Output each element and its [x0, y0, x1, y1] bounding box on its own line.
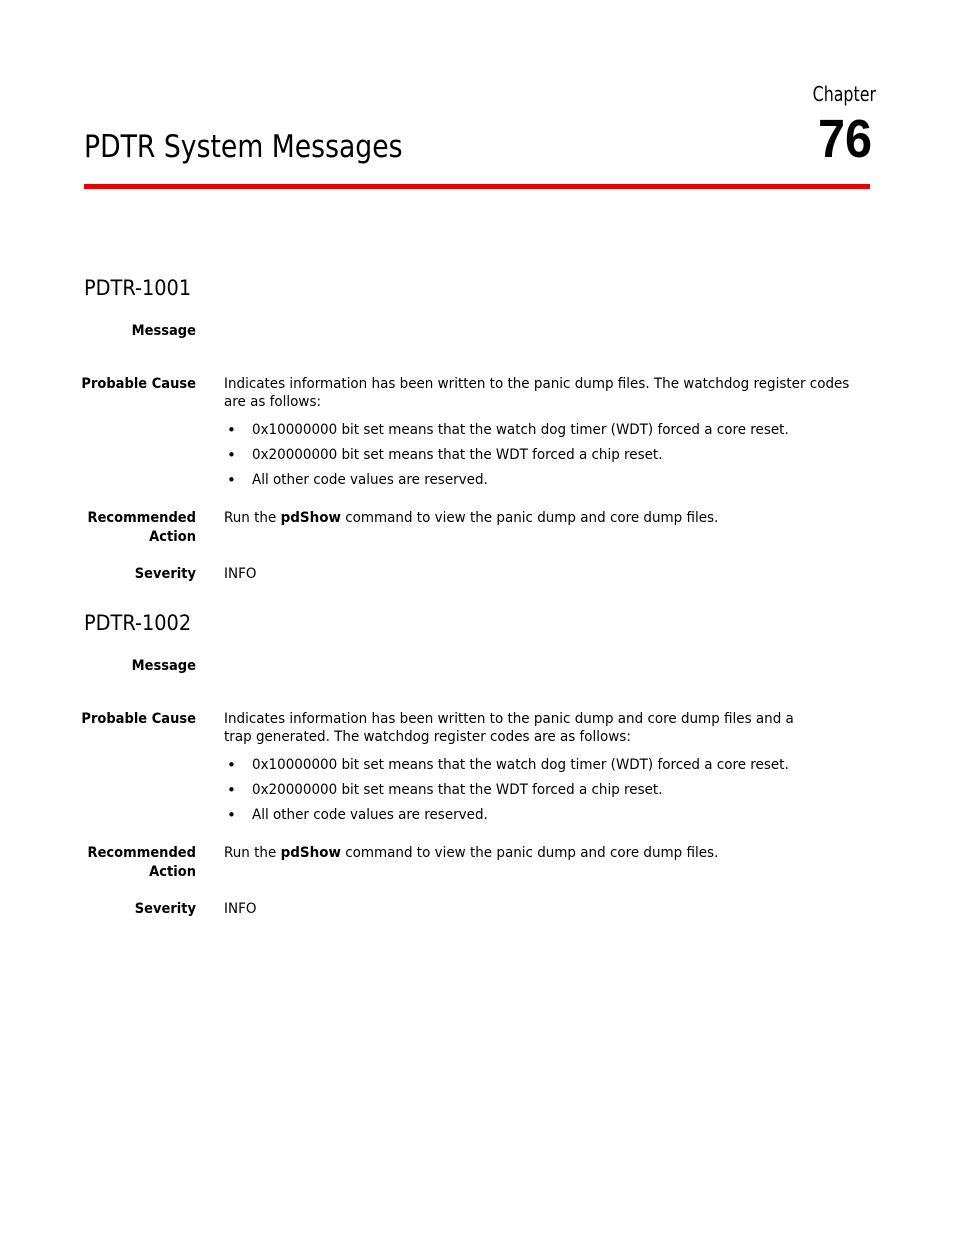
severity-value: INFO: [224, 566, 257, 582]
severity-label: Severity: [134, 901, 196, 917]
probable-cause-label: Probable Cause: [81, 711, 196, 727]
list-item: • All other code values are reserved.: [227, 471, 488, 489]
list-item: • 0x10000000 bit set means that the watch dog timer (WDT) forced a core reset.: [227, 756, 789, 774]
list-item: • 0x10000000 bit set means that the watch dog timer (WDT) forced a core reset.: [227, 421, 789, 439]
page-title: PDTR System Messages: [84, 129, 403, 165]
recommended-action-label: Recommended Action: [87, 845, 196, 880]
probable-cause-text: Indicates information has been written to the panic dump and core dump files and a trap generated. The watchdog register codes are as follows:: [224, 711, 794, 745]
severity-value: INFO: [224, 901, 257, 917]
code-list: [224, 756, 874, 831]
chapter-number: 76: [817, 109, 872, 169]
bullet-icon: •: [227, 471, 236, 489]
command-name: pdShow: [280, 510, 341, 526]
probable-cause-body: [224, 710, 874, 831]
bullet-icon: •: [227, 421, 236, 439]
section-heading: PDTR-1002: [84, 611, 192, 635]
probable-cause-text: Indicates information has been written to the panic dump files. The watchdog register codes are as follows:: [224, 376, 850, 410]
recommended-action-label: Recommended Action: [87, 510, 196, 545]
bullet-icon: •: [227, 446, 236, 464]
probable-cause-label: Probable Cause: [81, 376, 196, 392]
probable-cause-body: [224, 375, 874, 496]
list-item: • 0x20000000 bit set means that the WDT forced a chip reset.: [227, 781, 663, 799]
recommended-action-body: Run the pdShow command to view the panic dump and core dump files.: [224, 510, 719, 526]
bullet-icon: •: [227, 781, 236, 799]
message-label: Message: [131, 323, 196, 339]
bullet-icon: •: [227, 756, 236, 774]
bullet-icon: •: [227, 806, 236, 824]
recommended-action-body: Run the pdShow command to view the panic dump and core dump files.: [224, 845, 719, 861]
title-divider: [84, 184, 870, 189]
command-name: pdShow: [280, 845, 341, 861]
section-heading: PDTR-1001: [84, 276, 192, 300]
list-item: • All other code values are reserved.: [227, 806, 488, 824]
message-label: Message: [131, 658, 196, 674]
list-item: • 0x20000000 bit set means that the WDT forced a chip reset.: [227, 446, 663, 464]
severity-label: Severity: [134, 566, 196, 582]
chapter-label: Chapter: [812, 82, 876, 106]
code-list: [224, 421, 874, 496]
